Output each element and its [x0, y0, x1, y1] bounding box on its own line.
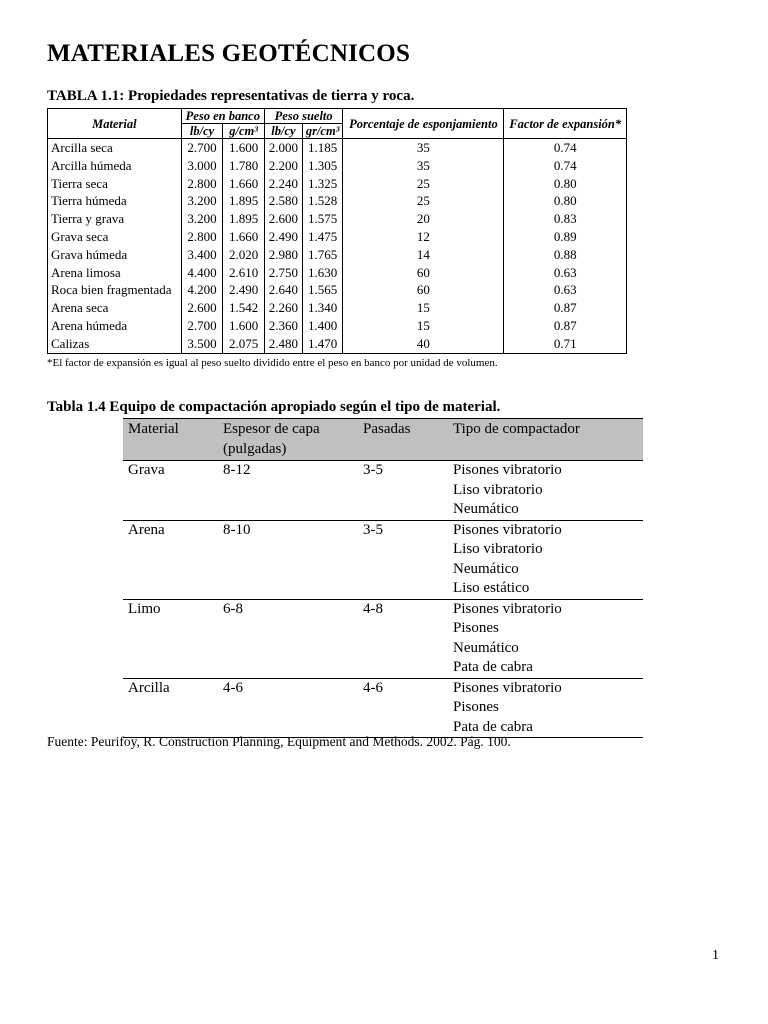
table-cell: 1.185	[302, 139, 342, 157]
compactor-item: Liso vibratorio	[453, 541, 543, 557]
table-cell: 1.575	[302, 210, 342, 228]
table-cell: 2.800	[181, 175, 223, 193]
table1-footnote: *El factor de expansión es igual al peso suelto dividido entre el peso en banco por unidad de volumen.	[47, 357, 498, 369]
table-cell: 1.780	[223, 157, 265, 175]
table-cell: 2.800	[181, 228, 223, 246]
col-header-bank-weight: Peso en banco	[181, 109, 264, 124]
table-cell: 14	[343, 246, 504, 264]
compactor-list-cell	[448, 599, 643, 678]
compactor-item: Pisones	[453, 699, 499, 715]
table-cell: 3.200	[181, 192, 223, 210]
table-cell: 2.260	[264, 299, 302, 317]
table-row	[48, 264, 627, 282]
col-header-material: Material	[123, 419, 218, 461]
material-name-cell: Tierra y grava	[48, 210, 182, 228]
table-cell: 0.87	[504, 317, 627, 335]
table-cell: 0.74	[504, 157, 627, 175]
table-row	[48, 281, 627, 299]
table-cell: 1.765	[302, 246, 342, 264]
table-row	[48, 299, 627, 317]
material-name-cell: Tierra húmeda	[48, 192, 182, 210]
col-header-loose-weight: Peso suelto	[264, 109, 342, 124]
table-cell: 40	[343, 335, 504, 353]
table-cell: 1.325	[302, 175, 342, 193]
table-cell: 1.305	[302, 157, 342, 175]
material-name-cell: Roca bien fragmentada	[48, 281, 182, 299]
material-name-cell: Arena limosa	[48, 264, 182, 282]
material-name-cell: Tierra seca	[48, 175, 182, 193]
unit-header-bank-lbcy: lb/cy	[181, 124, 223, 139]
table-cell: 2.600	[264, 210, 302, 228]
material-cell: Limo	[123, 599, 218, 678]
table-cell: 1.340	[302, 299, 342, 317]
table-cell: 1.660	[223, 175, 265, 193]
table-cell: 2.240	[264, 175, 302, 193]
table-cell: 1.660	[223, 228, 265, 246]
passes-cell: 4-6	[358, 678, 448, 738]
compactor-item: Pata de cabra	[453, 718, 533, 735]
material-cell: Arcilla	[123, 678, 218, 738]
table-cell: 0.74	[504, 139, 627, 157]
material-cell: Arena	[123, 520, 218, 599]
table-cell: 2.490	[264, 228, 302, 246]
table-row	[48, 228, 627, 246]
unit-header-loose-grcm3: gr/cm³	[302, 124, 342, 139]
compactor-item: Pata de cabra	[453, 659, 533, 675]
table-row	[48, 246, 627, 264]
thickness-cell: 4-6	[218, 678, 358, 738]
table-row	[123, 461, 643, 521]
table-cell: 4.200	[181, 281, 223, 299]
table2-body	[123, 461, 643, 738]
page-number: 1	[712, 948, 719, 963]
table-cell: 2.580	[264, 192, 302, 210]
material-name-cell: Calizas	[48, 335, 182, 353]
table-cell: 1.400	[302, 317, 342, 335]
material-name-cell: Arena húmeda	[48, 317, 182, 335]
table-cell: 2.700	[181, 317, 223, 335]
table-cell: 1.470	[302, 335, 342, 353]
table-cell: 2.360	[264, 317, 302, 335]
table-cell: 1.542	[223, 299, 265, 317]
table-row	[48, 335, 627, 353]
compactor-item: Liso estático	[453, 580, 530, 596]
compactor-list-cell	[448, 520, 643, 599]
table-row	[48, 210, 627, 228]
table-cell: 1.630	[302, 264, 342, 282]
table1-body	[48, 139, 627, 354]
table-cell: 3.500	[181, 335, 223, 353]
table-row	[123, 520, 643, 599]
table-cell: 60	[343, 264, 504, 282]
col-header-expansion-factor: Factor de expansión*	[504, 109, 627, 139]
material-name-cell: Arcilla seca	[48, 139, 182, 157]
compactor-item: Liso vibratorio	[453, 481, 543, 498]
table-cell: 2.200	[264, 157, 302, 175]
table-cell: 0.87	[504, 299, 627, 317]
table-row	[123, 599, 643, 678]
table-cell: 3.200	[181, 210, 223, 228]
table-cell: 2.600	[181, 299, 223, 317]
compactor-item: Pisones vibratorio	[453, 679, 562, 696]
unit-header-loose-lbcy: lb/cy	[264, 124, 302, 139]
table2-caption: Tabla 1.4 Equipo de compactación apropiado según el tipo de material.	[47, 399, 501, 415]
table-row	[48, 175, 627, 193]
material-name-cell: Arena seca	[48, 299, 182, 317]
compactor-item: Neumático	[453, 639, 519, 656]
table1-properties	[47, 108, 627, 354]
col-header-layer-thickness: Espesor de capa (pulgadas)	[218, 419, 358, 461]
table-cell: 12	[343, 228, 504, 246]
table-cell: 0.80	[504, 192, 627, 210]
table-cell: 0.63	[504, 281, 627, 299]
compactor-item: Pisones vibratorio	[453, 600, 562, 617]
table-cell: 1.600	[223, 317, 265, 335]
table-cell: 0.88	[504, 246, 627, 264]
table-row	[123, 678, 643, 738]
table-cell: 20	[343, 210, 504, 228]
table-cell: 15	[343, 299, 504, 317]
passes-cell: 3-5	[358, 461, 448, 521]
table-cell: 2.610	[223, 264, 265, 282]
table-cell: 1.600	[223, 139, 265, 157]
table-cell: 2.075	[223, 335, 265, 353]
compactor-item: Pisones vibratorio	[453, 462, 562, 478]
table-cell: 0.83	[504, 210, 627, 228]
table-row	[48, 192, 627, 210]
compactor-item: Pisones vibratorio	[453, 521, 562, 538]
table-cell: 2.480	[264, 335, 302, 353]
table-cell: 1.528	[302, 192, 342, 210]
table-cell: 3.000	[181, 157, 223, 175]
table-cell: 2.020	[223, 246, 265, 264]
table-cell: 1.565	[302, 281, 342, 299]
material-name-cell: Grava húmeda	[48, 246, 182, 264]
table-cell: 1.895	[223, 192, 265, 210]
col-header-material: Material	[48, 109, 182, 139]
source-citation: Fuente: Peurifoy, R. Construction Planning, Equipment and Methods. 2002. Pág. 100.	[47, 734, 511, 749]
passes-cell: 4-8	[358, 599, 448, 678]
table-cell: 4.400	[181, 264, 223, 282]
table-cell: 60	[343, 281, 504, 299]
table-cell: 15	[343, 317, 504, 335]
passes-cell: 3-5	[358, 520, 448, 599]
material-name-cell: Arcilla húmeda	[48, 157, 182, 175]
thickness-cell: 6-8	[218, 599, 358, 678]
table-row	[48, 157, 627, 175]
compactor-item: Neumático	[453, 560, 519, 577]
table-cell: 2.700	[181, 139, 223, 157]
compactor-item: Pisones	[453, 620, 499, 636]
table-cell: 0.63	[504, 264, 627, 282]
table-cell: 25	[343, 175, 504, 193]
material-cell: Grava	[123, 461, 218, 521]
table1-caption: TABLA 1.1: Propiedades representativas de tierra y roca.	[47, 88, 415, 104]
table-cell: 1.895	[223, 210, 265, 228]
col-header-compactor-type: Tipo de compactador	[448, 419, 643, 461]
thickness-cell: 8-10	[218, 520, 358, 599]
compactor-list-cell	[448, 461, 643, 521]
table-row	[48, 139, 627, 157]
unit-header-bank-gcm3: g/cm³	[223, 124, 265, 139]
col-header-passes: Pasadas	[358, 419, 448, 461]
compactor-item: Neumático	[453, 501, 519, 517]
table-cell: 0.89	[504, 228, 627, 246]
table-cell: 25	[343, 192, 504, 210]
table-cell: 2.640	[264, 281, 302, 299]
thickness-cell: 8-12	[218, 461, 358, 521]
table-cell: 35	[343, 157, 504, 175]
table-cell: 3.400	[181, 246, 223, 264]
table-cell: 0.71	[504, 335, 627, 353]
col-header-swell-percent: Porcentaje de esponjamiento	[343, 109, 504, 139]
page-title: MATERIALES GEOTÉCNICOS	[47, 40, 411, 67]
compactor-list-cell	[448, 678, 643, 738]
table-cell: 2.490	[223, 281, 265, 299]
table-cell: 2.980	[264, 246, 302, 264]
table-cell: 2.000	[264, 139, 302, 157]
table-cell: 2.750	[264, 264, 302, 282]
material-name-cell: Grava seca	[48, 228, 182, 246]
table2-compaction-equipment	[123, 418, 643, 738]
table-cell: 0.80	[504, 175, 627, 193]
table-cell: 35	[343, 139, 504, 157]
table-cell: 1.475	[302, 228, 342, 246]
table-row	[48, 317, 627, 335]
